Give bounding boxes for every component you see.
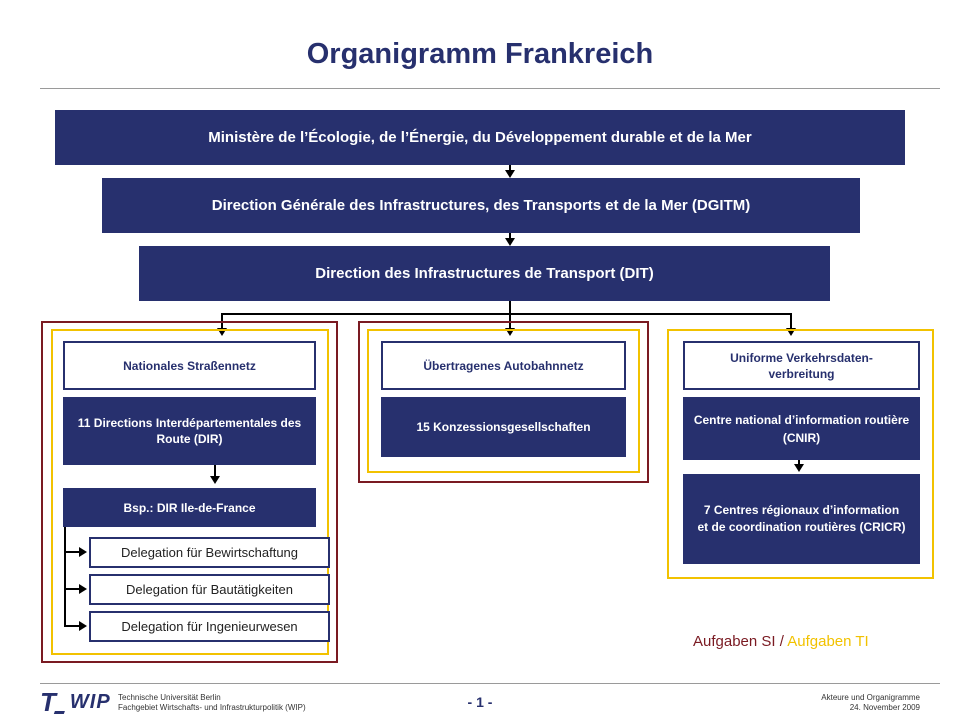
dgitm-label: Direction Générale des Infrastructures, des Transports et de la Mer (DGITM) (211, 197, 751, 214)
delegation-link-3 (64, 625, 79, 627)
dir-example-label: Bsp.: DIR Ile-de-France (123, 500, 256, 515)
delegation-link-2 (64, 588, 79, 590)
traffic-info-box (683, 341, 920, 390)
title-divider (40, 88, 940, 89)
cnir-box (683, 397, 920, 460)
delegation-arrow-3 (79, 621, 87, 631)
traffic-info-label: Uniforme Verkehrsdaten-verbreitung (730, 350, 873, 381)
page-number: - 1 - (467, 694, 493, 710)
cricr-box (683, 474, 920, 564)
legend (693, 633, 869, 650)
footer-department: Fachgebiet Wirtschafts- und Infrastrukturpolitik (WIP) (118, 703, 306, 712)
dgitm-box (102, 178, 860, 233)
conceded-motorway-label: Übertragenes Autobahnnetz (423, 358, 584, 373)
dir-arrow (210, 476, 220, 484)
delegation-operations-label: Delegation für Bewirtschaftung (120, 545, 299, 560)
concessions-label: 15 Konzessionsgesellschaften (416, 420, 591, 434)
legend-separator: / (775, 633, 788, 650)
dir-label: 11 Directions Interdépartementales des Route (DIR) (77, 416, 302, 446)
delegation-link-1 (64, 551, 79, 553)
page-title: Organigramm Frankreich (306, 38, 654, 70)
legend-si: Aufgaben SI (693, 633, 776, 650)
ministry-label: Ministère de l’Écologie, de l’Énergie, du Développement durable et de la Mer (208, 129, 752, 146)
cnir-label: Centre national d’information routière (CNIR) (693, 412, 910, 445)
dit-label: Direction des Infrastructures de Transport (DIT) (315, 265, 654, 282)
delegation-construction-box (89, 574, 330, 605)
distribution-bar (222, 313, 792, 315)
delegation-construction-label: Delegation für Bautätigkeiten (126, 582, 293, 597)
drop-right (790, 313, 792, 329)
delegation-operations-box (89, 537, 330, 568)
footer-date: 24. November 2009 (849, 703, 920, 712)
footer-university: Technische Universität Berlin (118, 693, 221, 702)
footer-topic: Akteure und Organigramme (821, 693, 920, 702)
dir-example-box (63, 488, 316, 527)
legend-ti: Aufgaben TI (787, 633, 869, 650)
arrow-2 (505, 238, 515, 246)
dit-box (139, 246, 830, 301)
footer-meta (821, 693, 920, 713)
arrow-1 (505, 170, 515, 178)
logo-mark: T (40, 686, 56, 717)
delegation-engineering-box (89, 611, 330, 642)
footer-divider (40, 683, 940, 684)
delegation-arrow-1 (79, 547, 87, 557)
logo-text: WIP (69, 690, 111, 713)
cnir-arrow (794, 464, 804, 472)
concessions-box (381, 397, 626, 457)
cricr-label: 7 Centres régionaux d’information et de coordination routières (CRICR) (697, 503, 906, 534)
dir-box (63, 397, 316, 465)
national-road-network-label: Nationales Straßennetz (123, 358, 256, 373)
delegation-bracket (64, 527, 66, 627)
ministry-box (55, 110, 905, 165)
conceded-motorway-box (381, 341, 626, 390)
delegation-arrow-2 (79, 584, 87, 594)
delegation-engineering-label: Delegation für Ingenieurwesen (121, 619, 298, 634)
national-road-network-box (63, 341, 316, 390)
